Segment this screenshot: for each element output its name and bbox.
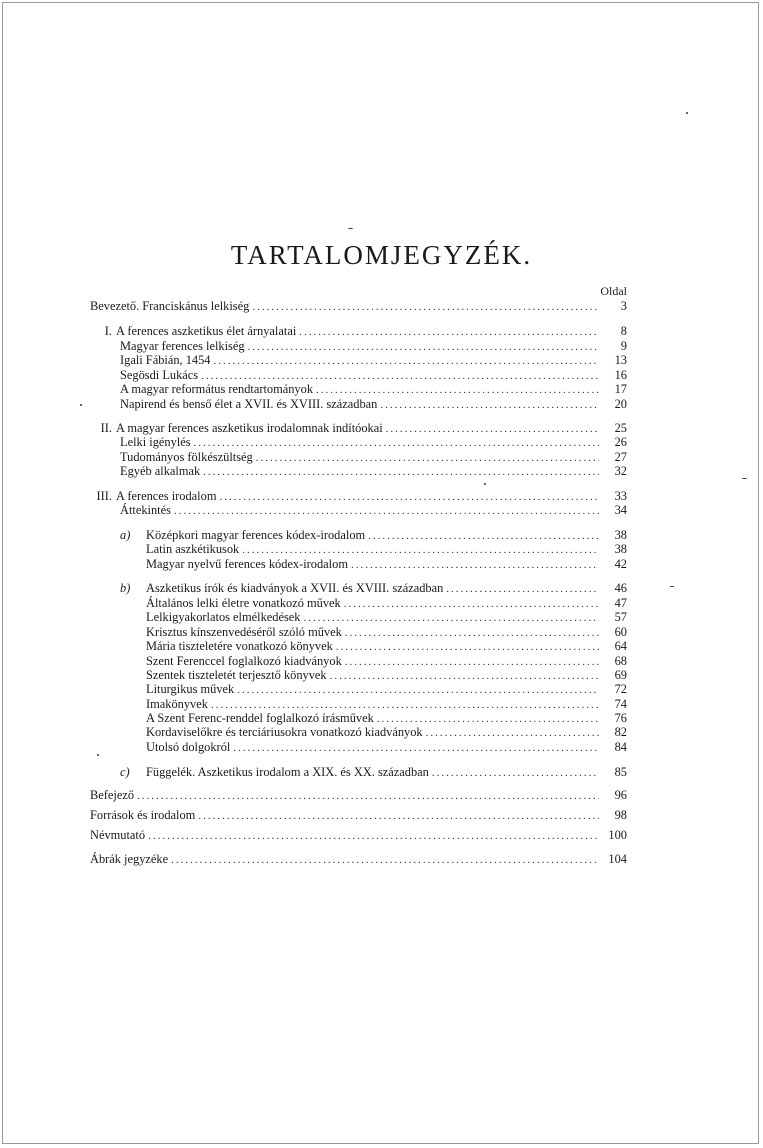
- dot-leader: [171, 853, 599, 867]
- toc-entry-figures: [90, 852, 627, 866]
- toc-entry-sources: [90, 808, 627, 822]
- toc-entry-label: A Szent Ferenc-renddel foglalkozó írásművek: [146, 711, 374, 725]
- toc-section-heading: [90, 324, 627, 338]
- toc-entry-page: 60: [614, 625, 627, 639]
- toc-entry-label: Aszketikus írók és kiadványok a XVII. és XVIII. században: [146, 581, 444, 595]
- toc-entry-page: 38: [614, 528, 627, 542]
- toc-entry-page: 33: [614, 489, 627, 503]
- toc-entry-page: 96: [614, 788, 627, 802]
- dot-leader: [316, 383, 599, 397]
- toc-subentry: [146, 740, 627, 754]
- dot-leader: [148, 829, 599, 843]
- section-number: I.: [104, 324, 112, 338]
- toc-subentry: [120, 503, 627, 517]
- toc-entry-label: Bevezető. Franciskánus lelkiség: [90, 299, 250, 313]
- scan-speck: [670, 586, 674, 587]
- toc-entry-page: 16: [614, 368, 627, 382]
- toc-section-heading: [90, 421, 627, 435]
- toc-subsection-c: [120, 765, 627, 779]
- dot-leader: [345, 626, 599, 640]
- toc-entry-label: Mária tiszteletére vonatkozó könyvek: [146, 639, 333, 653]
- toc-entry-page: 68: [614, 654, 627, 668]
- toc-entry-page: 74: [614, 697, 627, 711]
- page-column-header: Oldal: [600, 284, 627, 298]
- toc-entry-label: Latin aszkétikusok: [146, 542, 240, 556]
- toc-subsection-b: [120, 581, 627, 595]
- toc-subentry: [120, 382, 627, 396]
- dot-leader: [299, 325, 599, 339]
- toc-entry-label: Középkori magyar ferences kódex-irodalom: [146, 528, 366, 542]
- toc-entry-index: [90, 828, 627, 842]
- toc-entry-label: Ábrák jegyzéke: [90, 852, 169, 866]
- toc-entry-label: Igali Fábián, 1454: [120, 353, 211, 367]
- toc-entry-label: Liturgikus művek: [146, 682, 235, 696]
- scan-speck: [97, 754, 99, 756]
- toc-subentry: [146, 654, 627, 668]
- toc-entry-label: Imakönyvek: [146, 697, 208, 711]
- toc-entry-label: Befejező: [90, 788, 135, 802]
- scan-speck: [80, 404, 82, 406]
- toc-subentry: [120, 368, 627, 382]
- toc-entry-label: Magyar ferences lelkiség: [120, 339, 245, 353]
- toc-entry-label: A ferences aszketikus élet árnyalatai: [116, 324, 297, 338]
- toc-subentry: [146, 542, 627, 556]
- subsection-letter: a): [120, 528, 131, 542]
- dot-leader: [303, 611, 599, 625]
- toc-entry-introduction: [90, 299, 627, 313]
- toc-entry-page: 13: [614, 353, 627, 367]
- toc-entry-page: 69: [614, 668, 627, 682]
- toc-entry-page: 104: [608, 852, 627, 866]
- dot-leader: [351, 558, 599, 572]
- toc-entry-label: Források és irodalom: [90, 808, 196, 822]
- toc-subentry: [146, 557, 627, 571]
- toc-entry-page: 25: [614, 421, 627, 435]
- dot-leader: [248, 340, 599, 354]
- toc-subentry: [120, 353, 627, 367]
- toc-subentry: [146, 639, 627, 653]
- toc-entry-page: 20: [614, 397, 627, 411]
- dot-leader: [252, 300, 599, 314]
- toc-entry-page: 46: [614, 581, 627, 595]
- dot-leader: [174, 504, 599, 518]
- toc-entry-page: 42: [614, 557, 627, 571]
- dot-leader: [344, 597, 599, 611]
- dot-leader: [432, 766, 599, 780]
- dot-leader: [214, 354, 599, 368]
- dot-leader: [386, 422, 599, 436]
- dot-leader: [201, 369, 599, 383]
- toc-entry-page: 27: [614, 450, 627, 464]
- toc-entry-page: 9: [620, 339, 627, 353]
- toc-entry-label: Lelki igénylés: [120, 435, 191, 449]
- toc-entry-page: 100: [608, 828, 627, 842]
- toc-subentry: [146, 596, 627, 610]
- toc-entry-label: Szent Ferenccel foglalkozó kiadványok: [146, 654, 342, 668]
- toc-subentry: [146, 697, 627, 711]
- toc-entry-page: 32: [614, 464, 627, 478]
- dot-leader: [194, 436, 599, 450]
- toc-subentry: [120, 339, 627, 353]
- dot-leader: [256, 451, 599, 465]
- toc-entry-label: Krisztus kínszenvedéséről szóló művek: [146, 625, 342, 639]
- toc-entry-label: Függelék. Aszketikus irodalom a XIX. és XX. században: [146, 765, 429, 779]
- toc-entry-page: 38: [614, 542, 627, 556]
- scan-speck: [686, 112, 688, 114]
- toc-entry-label: Magyar nyelvű ferences kódex-irodalom: [146, 557, 348, 571]
- dot-leader: [203, 465, 599, 479]
- dot-leader: [219, 490, 599, 504]
- toc-entry-label: Egyéb alkalmak: [120, 464, 201, 478]
- scan-speck: [484, 483, 486, 485]
- toc-entry-label: Lelkigyakorlatos elmélkedések: [146, 610, 301, 624]
- toc-entry-label: Utolsó dolgokról: [146, 740, 231, 754]
- subsection-letter: b): [120, 581, 131, 595]
- toc-subentry: [120, 435, 627, 449]
- dot-leader: [330, 669, 599, 683]
- subsection-letter: c): [120, 765, 130, 779]
- scan-speck: [348, 228, 353, 229]
- toc-entry-page: 72: [614, 682, 627, 696]
- dot-leader: [237, 683, 599, 697]
- toc-subentry: [146, 668, 627, 682]
- toc-subentry: [146, 725, 627, 739]
- toc-entry-label: A magyar ferences aszketikus irodalomnak indítóokai: [116, 421, 383, 435]
- toc-entry-page: 3: [620, 299, 627, 313]
- toc-entry-label: A magyar református rendtartományok: [120, 382, 314, 396]
- dot-leader: [198, 809, 599, 823]
- toc-entry-label: Névmutató: [90, 828, 146, 842]
- toc-entry-label: Általános lelki életre vonatkozó művek: [146, 596, 341, 610]
- toc-entry-label: Segösdi Lukács: [120, 368, 199, 382]
- toc-subentry: [120, 450, 627, 464]
- toc-entry-page: 34: [614, 503, 627, 517]
- section-number: III.: [96, 489, 112, 503]
- toc-entry-page: 85: [614, 765, 627, 779]
- dot-leader: [233, 741, 599, 755]
- dot-leader: [137, 789, 599, 803]
- toc-entry-page: 57: [614, 610, 627, 624]
- dot-leader: [377, 712, 599, 726]
- toc-subentry: [146, 625, 627, 639]
- toc-subsection-a: [120, 528, 627, 542]
- dot-leader: [345, 655, 599, 669]
- toc-entry-page: 84: [614, 740, 627, 754]
- dot-leader: [242, 543, 599, 557]
- toc-entry-page: 8: [620, 324, 627, 338]
- dot-leader: [211, 698, 599, 712]
- toc-entry-page: 26: [614, 435, 627, 449]
- toc-subentry: [120, 397, 627, 411]
- toc-entry-page: 76: [614, 711, 627, 725]
- toc-entry-page: 98: [614, 808, 627, 822]
- toc-entry-label: Áttekintés: [120, 503, 171, 517]
- dot-leader: [426, 726, 599, 740]
- toc-section-heading: [90, 489, 627, 503]
- page-title: TARTALOMJEGYZÉK.: [230, 240, 533, 270]
- toc-subentry: [146, 682, 627, 696]
- toc-entry-page: 17: [614, 382, 627, 396]
- scan-speck: [742, 478, 747, 479]
- toc-entry-label: A ferences irodalom: [116, 489, 217, 503]
- dot-leader: [368, 529, 599, 543]
- toc-subentry: [120, 464, 627, 478]
- section-number: II.: [100, 421, 112, 435]
- dot-leader: [380, 398, 599, 412]
- toc-entry-conclusion: [90, 788, 627, 802]
- toc-entry-label: Szentek tiszteletét terjesztő könyvek: [146, 668, 327, 682]
- toc-subentry: [146, 711, 627, 725]
- toc-entry-label: Tudományos fölkészültség: [120, 450, 253, 464]
- toc-subentry: [146, 610, 627, 624]
- toc-entry-label: Napirend és benső élet a XVII. és XVIII. században: [120, 397, 378, 411]
- toc-entry-page: 47: [614, 596, 627, 610]
- dot-leader: [336, 640, 599, 654]
- dot-leader: [446, 582, 599, 596]
- toc-entry-page: 64: [614, 639, 627, 653]
- toc-entry-page: 82: [614, 725, 627, 739]
- toc-entry-label: Kordaviselőkre és terciáriusokra vonatkozó kiadványok: [146, 725, 423, 739]
